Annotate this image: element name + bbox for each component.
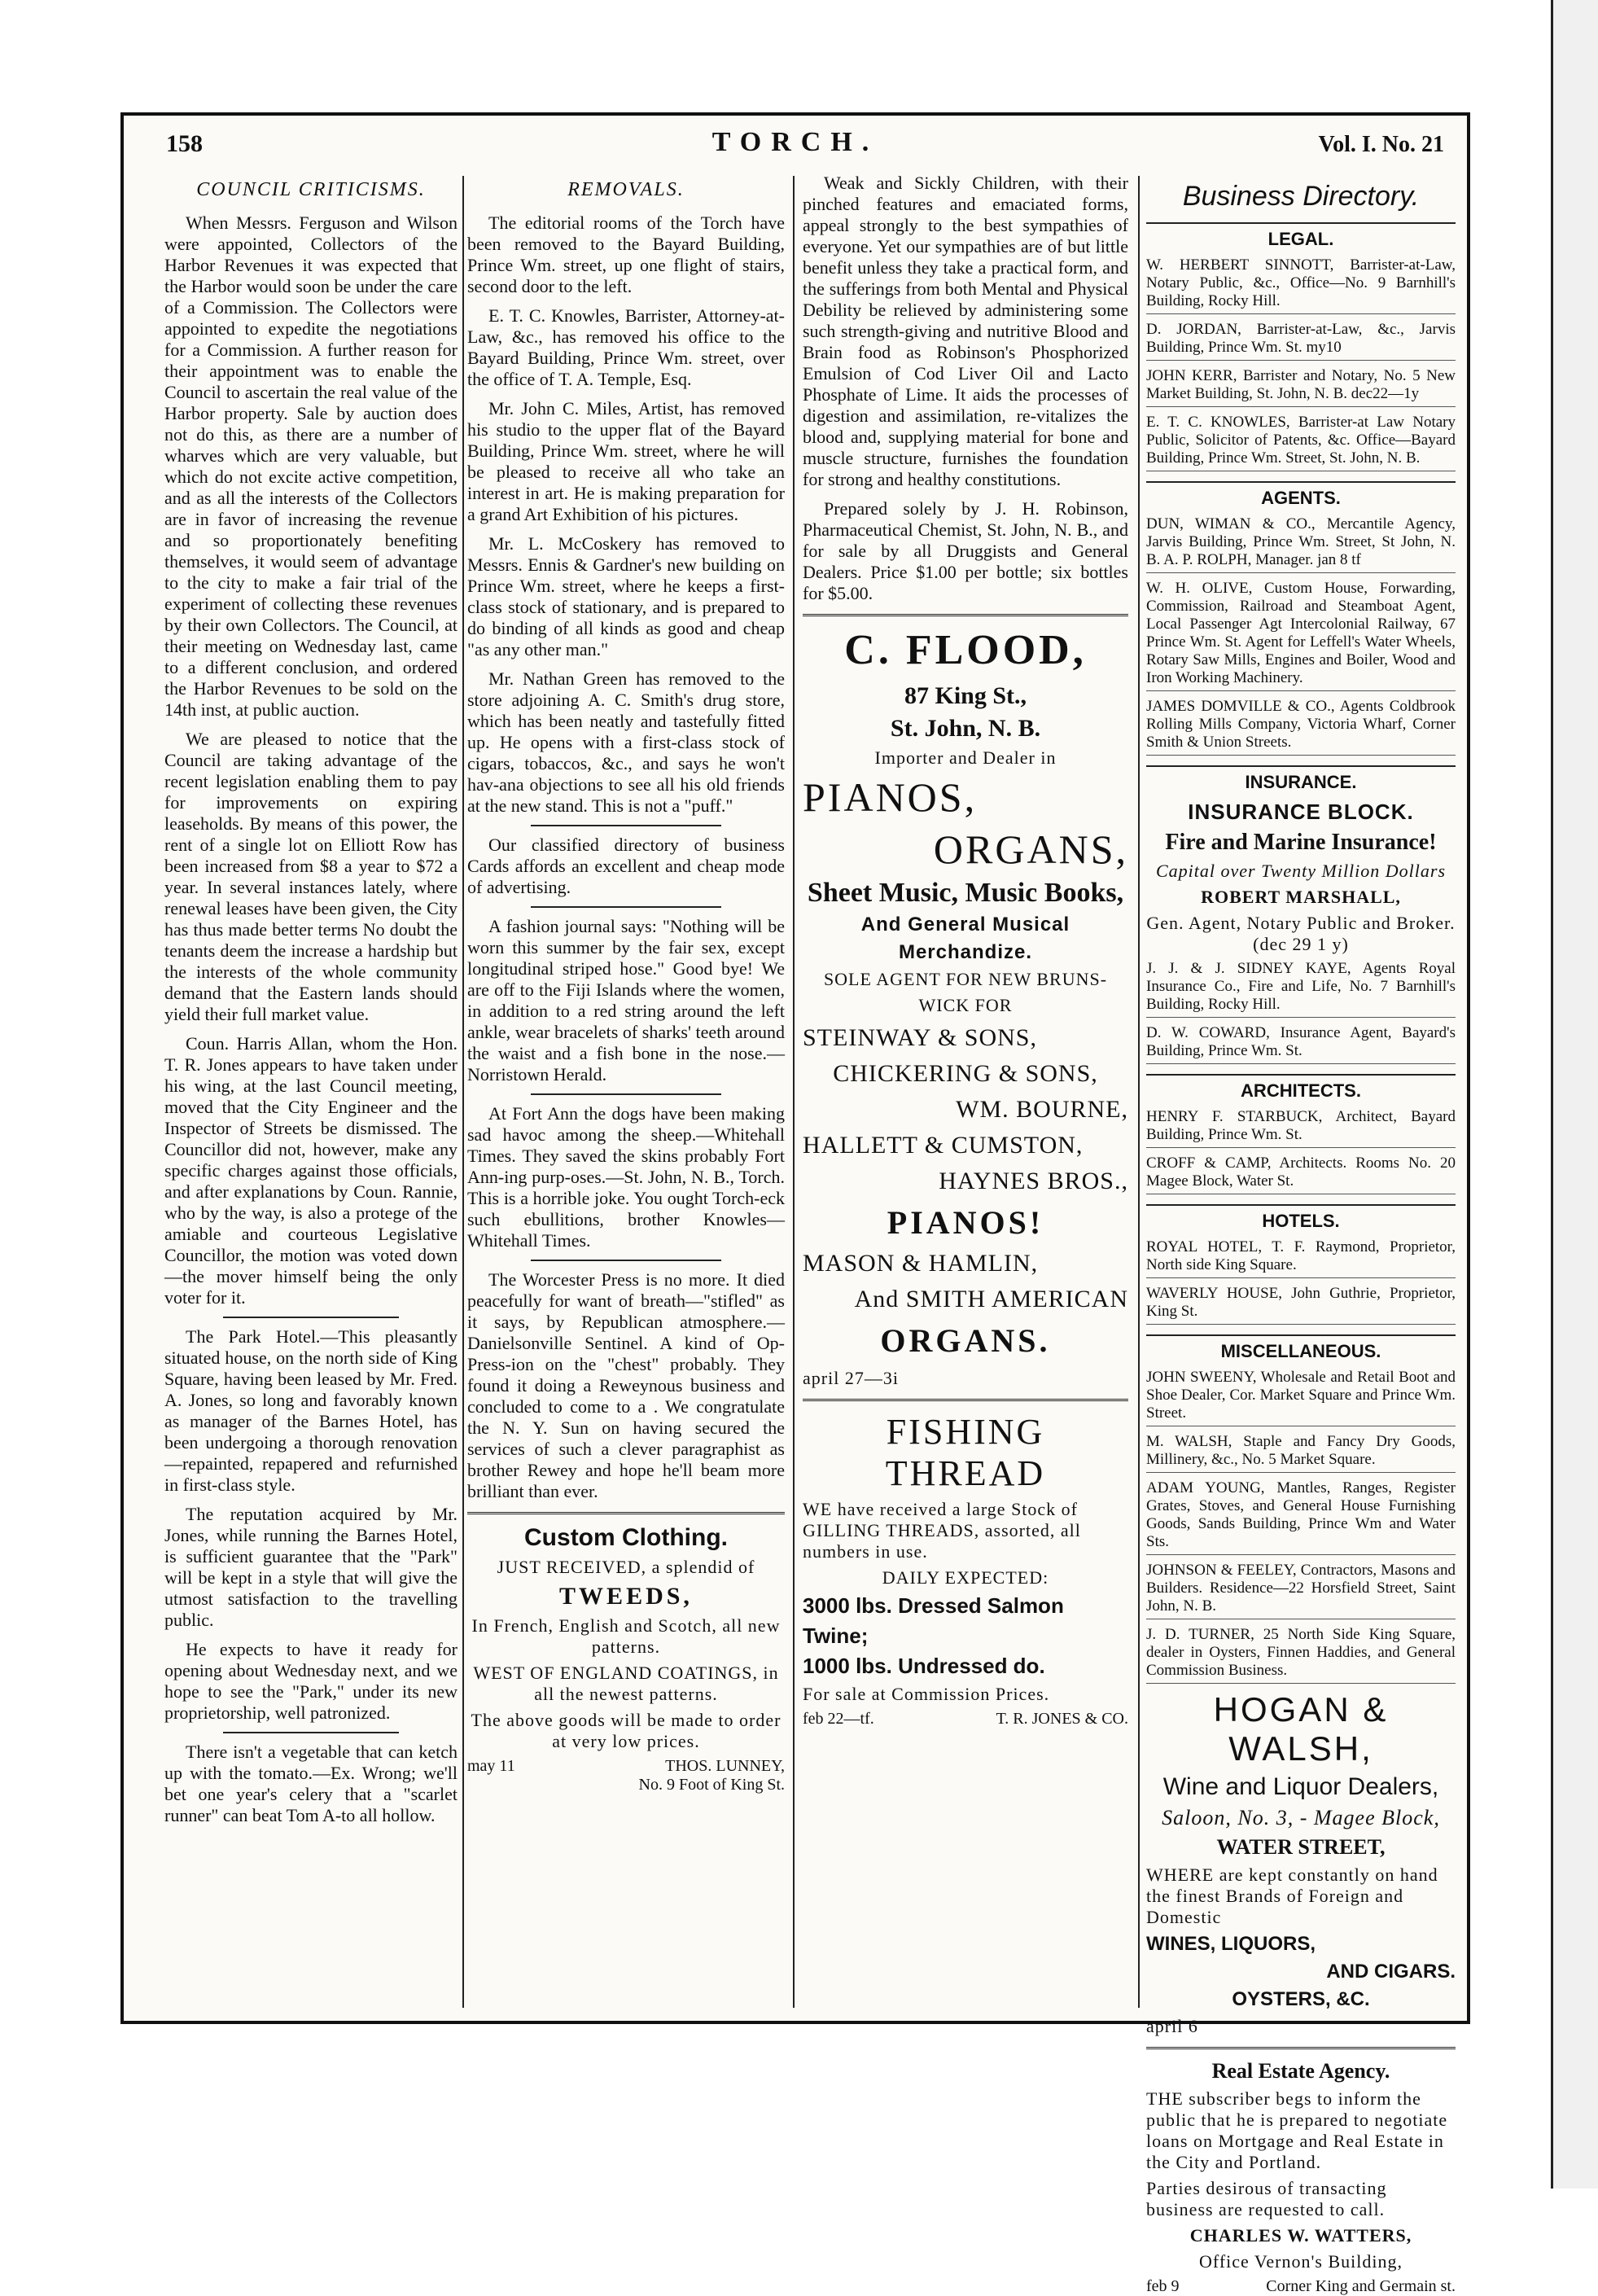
ad-signer: THOS. LUNNEY, [665, 1757, 785, 1775]
ad-line: SOLE AGENT FOR NEW BRUNS- [823, 969, 1108, 989]
ad-line: AND CIGARS. [1326, 1961, 1456, 1983]
ad-line: WICK FOR [918, 995, 1013, 1015]
column-business-directory [1146, 173, 1456, 2295]
article-paragraph: At Fort Ann the dogs have been making sad havoc among the sheep.—Whitehall Times. They saved the skins probably Fort Ann-ing purp-oses.—St. John, N. B., Torch. This is a horrible joke. You ought Torch-eck such ebullitions, brother Knowles—Whitehall Times. [467, 1103, 785, 1251]
directory-entry: D. JORDAN, Barrister-at-Law, &c., Jarvis Building, Prince Wm. St. my10 [1146, 321, 1456, 361]
ad-line: Wine and Liquor Dealers, [1162, 1773, 1439, 1800]
ad-line: THE subscriber begs to inform the public that he is prepared to negotiate loans on Mortgage and Real Estate in the City and Portland. [1146, 2088, 1448, 2172]
article-paragraph: When Messrs. Ferguson and Wilson were appointed, Collectors of the Harbor Revenues it was expected that the Harbor would soon be under the care of a Commission. The Collectors were appointed to expedite the negotiations for a Commission. A further reason for their appointment was to enable the Council to ascertain the real value of the Harbor property. Sale by auction does not do this, as there are a number of wharves which are very valuable, but which do not excite active competition, and as all the interests of the Collectors are in favor of increasing the revenue and so proportionately benefiting themselves, it would seem of advantage to the city to make a fair trial of the experiment of collecting these revenues by their own Collectors. The Council, at their meeting on Wednesday last, came to a different conclusion, and ordered the Harbor Revenues to be sold on the 14th inst, at public auction. [164, 213, 458, 720]
ad-line: Merchandize. [898, 941, 1033, 963]
ad-line: Capital over Twenty Million Dollars [1155, 861, 1447, 881]
scan-edge [1551, 0, 1598, 2189]
ad-line: JUST RECEIVED, a splendid of [497, 1557, 755, 1577]
ad-line: Corner King and Germain st. [1266, 2277, 1456, 2295]
directory-category: ARCHITECTS. [1146, 1074, 1456, 1102]
fishing-thread-ad [803, 1411, 1128, 1729]
directory-category: MISCELLANEOUS. [1146, 1334, 1456, 1362]
directory-title: Business Directory. [1182, 181, 1420, 212]
directory-entry: W. HERBERT SINNOTT, Barrister-at-Law, Notary Public, &c., Office—No. 9 Barnhill's Building, Rocky Hill. [1146, 256, 1456, 314]
ad-address: No. 9 Foot of King St. [638, 1776, 785, 1794]
article-paragraph: Mr. Nathan Green has removed to the store adjoining A. C. Smith's drug store, which has been neatly and tastefully fitted up. He opens with a first-class stock of cigars, tobaccos, &c., and says he won't hav-ana objections to see all his old friends at the new stand. This is not a "puff." [467, 668, 785, 816]
ad-date: feb 22—tf. [803, 1710, 874, 1728]
ad-organs: ORGANS. [880, 1322, 1051, 1359]
ad-title: FISHING THREAD [885, 1412, 1046, 1493]
divider [223, 1732, 399, 1733]
directory-entry: JOHN SWEENY, Wholesale and Retail Boot and Shoe Dealer, Cor. Market Square and Prince Wm. Street. [1146, 1369, 1456, 1426]
article-title: COUNCIL CRITICISMS. [196, 179, 426, 200]
divider [531, 825, 721, 826]
ad-line: And General Musical [860, 914, 1070, 935]
ad-title: INSURANCE BLOCK. [1188, 800, 1414, 824]
article-paragraph: There isn't a vegetable that can ketch up with the tomato.—Ex. Wrong; we'll bet one year's celery that a "scarlet runner" can beat Tom A-to all hollow. [164, 1742, 458, 1825]
divider [531, 906, 721, 908]
directory-entry: J. D. TURNER, 25 North Side King Square, dealer in Oysters, Finnen Haddies, and General Commission Business. [1146, 1626, 1456, 1684]
ad-line: OYSTERS, &C. [1232, 1988, 1370, 2010]
directory-entry: E. T. C. KNOWLES, Barrister-at Law Notary Public, Solicitor of Patents, &c. Office—Bayard Building, Prince Wm. Street, St. John, N. B. [1146, 414, 1456, 471]
ad-name: C. FLOOD, [844, 627, 1087, 673]
directory-entry: JOHN KERR, Barrister and Notary, No. 5 New Market Building, St. John, N. B. dec22—1y [1146, 367, 1456, 407]
volume-number: Vol. I. No. 21 [1318, 132, 1444, 157]
article-paragraph: Coun. Harris Allan, whom the Hon. T. R. Jones appears to have taken under his wing, at the last Council meeting, moved that the City Engineer and the Inspector of Streets be dismissed. The Councillor did not, however, make any specific charges against those officials, and after explanations by Coun. Rannie, who by the way, is also a protege of the amiable and courteous Legislative Councillor, the motion was voted down—the mover himself being the only voter for it. [164, 1033, 458, 1308]
ad-line: WE have received a large Stock of GILLING THREADS, assorted, all numbers in use. [803, 1499, 1081, 1562]
insurance-block [1146, 800, 1456, 955]
directory-entry: W. H. OLIVE, Custom House, Forwarding, Commission, Railroad and Steamboat Agent, Local Passenger Agt Intercolonial Railway, 67 Prince Wm. St. Agent for Leffell's Water Wheels, Rotary Saw Mills, Engines and Boiler, Wood and Iron Working Machinery. [1146, 580, 1456, 691]
ad-item: 1000 lbs. Undressed do. [803, 1654, 1045, 1678]
ad-item: 3000 lbs. Dressed Salmon [803, 1593, 1064, 1618]
ad-maker: And SMITH AMERICAN [854, 1286, 1128, 1312]
ad-date: april 27—3i [803, 1368, 899, 1388]
ad-signer: T. R. JONES & CO. [996, 1710, 1128, 1728]
hogan-walsh-ad [1146, 1690, 1456, 2037]
ad-line: WHERE are kept constantly on hand the finest Brands of Foreign and Domestic [1146, 1864, 1438, 1927]
flood-piano-ad [803, 626, 1128, 1389]
real-estate-ad [1146, 2059, 1456, 2296]
ad-address: St. John, N. B. [890, 715, 1041, 742]
ad-line: Fire and Marine Insurance! [1165, 830, 1437, 855]
divider [531, 1260, 721, 1261]
directory-entry: WAVERLY HOUSE, John Guthrie, Proprietor, King St. [1146, 1285, 1456, 1325]
page-number: 158 [166, 130, 203, 157]
page-header [124, 116, 1467, 174]
directory-category: INSURANCE. [1146, 765, 1456, 793]
ad-sheet-music: Sheet Music, Music Books, [807, 878, 1124, 908]
article-paragraph: E. T. C. Knowles, Barrister, Attorney-at-Law, &c., has removed his office to the Bayard Building, Prince Wm. street, over the office of T. A. Temple, Esq. [467, 305, 785, 389]
ad-maker: HAYNES BROS., [939, 1168, 1128, 1194]
custom-clothing-ad [467, 1524, 785, 1794]
ad-maker: WM. BOURNE, [956, 1096, 1128, 1123]
divider [1146, 2047, 1456, 2049]
ad-date: may 11 [467, 1757, 515, 1775]
ad-line: WINES, LIQUORS, [1146, 1933, 1316, 1955]
column-council-criticisms [164, 173, 458, 2013]
ad-maker: MASON & HAMLIN, [803, 1250, 1039, 1277]
ad-line: DAILY EXPECTED: [882, 1567, 1049, 1588]
ad-line: Office Vernon's Building, [1199, 2251, 1403, 2272]
ad-organs: ORGANS, [933, 826, 1128, 872]
ad-item: Twine; [803, 1623, 869, 1648]
column-removals [467, 173, 785, 2013]
ad-line: ROBERT MARSHALL, [1201, 887, 1401, 907]
ad-name: HOGAN & WALSH, [1213, 1690, 1389, 1768]
ad-line: Parties desirous of transacting business are requested to call. [1146, 2178, 1387, 2219]
ad-title: Custom Clothing. [524, 1524, 728, 1551]
ad-line: WATER STREET, [1216, 1835, 1386, 1859]
divider [467, 1512, 785, 1514]
ad-line: TWEEDS, [559, 1583, 693, 1610]
ad-maker: HALLETT & CUMSTON, [803, 1132, 1084, 1159]
directory-entry: ADAM YOUNG, Mantles, Ranges, Register Grates, Stoves, and General House Furnishing Goods, Sands Building, Prince Wm and Water Sts. [1146, 1479, 1456, 1555]
directory-entry: JAMES DOMVILLE & CO., Agents Coldbrook Rolling Mills Company, Victoria Wharf, Corner Smith & Union Streets. [1146, 698, 1456, 756]
directory-entry: CROFF & CAMP, Architects. Rooms No. 20 Magee Block, Water St. [1146, 1155, 1456, 1194]
ad-line: Gen. Agent, Notary Public and Broker. (dec 29 1 y) [1146, 913, 1456, 954]
ad-signer: CHARLES W. WATTERS, [1189, 2225, 1412, 2246]
article-paragraph: We are pleased to notice that the Council are taking advantage of the recent legislation enabling them to pay for improvements on expiring leaseholds. By means of this power, the rent of a single lot on Elliott Row has been increased from $8 a year to $72 a year. In several instances lately, where renewal leases have been given, the City has thus made better terms No doubt the tenants deem the increase a hardship but the interests of the whole community demand that the Eastern lands should yield their full market value. [164, 729, 458, 1024]
column-rule [462, 176, 464, 2008]
ad-line: Importer and Dealer in [874, 747, 1057, 768]
directory-category: HOTELS. [1146, 1204, 1456, 1232]
article-paragraph: Prepared solely by J. H. Robinson, Pharmaceutical Chemist, St. John, N. B., and for sale by all Druggists and General Dealers. Price $1.00 per bottle; six bottles for $5.00. [803, 498, 1128, 603]
ad-date: feb 9 [1146, 2277, 1180, 2295]
article-paragraph: The Park Hotel.—This pleasantly situated house, on the north side of King Square, having been leased by Mr. Fred. A. Jones, so long and favorably known as manager of the Barnes Hotel, has been undergoing a thorough renovation—repainted, repapered and refurnished in first-class style. [164, 1326, 458, 1495]
ad-pianos: PIANOS! [887, 1204, 1044, 1241]
article-paragraph: Mr. L. McCoskery has removed to Messrs. Ennis & Gardner's new building on Prince Wm. street, where he keeps a first-class stock of stationary, and is prepared to do binding of all kinds as good and cheap "as any other man." [467, 533, 785, 659]
column-rule [793, 176, 795, 2008]
directory-entry: HENRY F. STARBUCK, Architect, Bayard Building, Prince Wm. St. [1146, 1108, 1456, 1148]
directory-entry: M. WALSH, Staple and Fancy Dry Goods, Millinery, &c., No. 5 Market Square. [1146, 1433, 1456, 1473]
article-paragraph: Our classified directory of business Cards affords an excellent and cheap mode of advertising. [467, 835, 785, 897]
ad-title: Real Estate Agency. [1211, 2059, 1390, 2083]
article-paragraph: The reputation acquired by Mr. Jones, while running the Barnes Hotel, is sufficient guarantee that the "Park" will be kept in a style that will give the utmost satisfaction to the travelling public. [164, 1504, 458, 1630]
newspaper-page [120, 112, 1470, 2295]
article-paragraph: He expects to have it ready for opening about Wednesday next, and we hope to see the "Park," under its new proprietorship, well patronized. [164, 1639, 458, 1723]
divider [803, 1399, 1128, 1401]
ad-line: For sale at Commission Prices. [803, 1684, 1050, 1704]
directory-entry: D. W. COWARD, Insurance Agent, Bayard's Building, Prince Wm. St. [1146, 1024, 1456, 1064]
ad-line: WEST OF ENGLAND COATINGS, in all the newest patterns. [473, 1663, 779, 1704]
divider [803, 614, 1128, 616]
article-paragraph: Weak and Sickly Children, with their pinched features and emaciated forms, appeal strongly to the best sympathies of everyone. Yet our sympathies are of but little benefit unless they take a practical form, and the sufferings from both Mental and Physical Debility be relieved by administering some such strength-giving and nutritive Blood and Brain food as Robinson's Phosphorized Emulsion of Cod Liver Oil and Lacto Phosphate of Lime. It aids the processes of digestion and assimilation, re-vitalizes the blood and, supplying material for bone and muscle structure, furnishes the foundation for strong and healthy constitutions. [803, 173, 1128, 489]
ad-pianos: PIANOS, [803, 774, 978, 820]
ad-address: 87 King St., [904, 682, 1027, 709]
directory-entry: ROYAL HOTEL, T. F. Raymond, Proprietor, North side King Square. [1146, 1238, 1456, 1278]
masthead: TORCH. [711, 127, 879, 157]
ad-maker: CHICKERING & SONS, [833, 1060, 1098, 1087]
directory-entry: DUN, WIMAN & CO., Mercantile Agency, Jarvis Building, Prince Wm. Street, St John, N. B. A. P. ROLPH, Manager. jan 8 tf [1146, 515, 1456, 573]
ad-line: In French, English and Scotch, all new patterns. [471, 1615, 781, 1657]
ad-date: april 6 [1146, 2016, 1198, 2036]
divider [223, 1317, 399, 1318]
article-paragraph: The Worcester Press is no more. It died peacefully for want of breath—"stifled" as it says, by Republican atmosphere.—Danielsonville Sentinel. A kind of Op-Press-ion on the "chest" probably. They found it doing a Reweynous business and concluded to come to a . We congratulate the N. Y. Sun on having secured the services of such a clever paragraphist as brother Rewey and hope he'll beam more brilliant than ever. [467, 1269, 785, 1501]
article-title: REMOVALS. [567, 179, 685, 200]
article-paragraph: The editorial rooms of the Torch have been removed to the Bayard Building, Prince Wm. street, up one flight of stairs, second door to the left. [467, 213, 785, 296]
directory-entry: J. J. & J. SIDNEY KAYE, Agents Royal Insurance Co., Fire and Life, No. 7 Barnhill's Building, Rocky Hill. [1146, 960, 1456, 1018]
article-paragraph: Mr. John C. Miles, Artist, has removed his studio to the upper flat of the Bayard Building, Prince Wm. street, where he will be pleased to receive all who take an interest in art. He is making preparation for a grand Art Exhibition of his pictures. [467, 398, 785, 524]
column-advertisements [803, 173, 1128, 2013]
directory-category: LEGAL. [1146, 222, 1456, 250]
ad-maker: STEINWAY & SONS, [803, 1024, 1037, 1051]
directory-category: AGENTS. [1146, 481, 1456, 509]
ad-line: The above goods will be made to order at very low prices. [471, 1710, 781, 1751]
article-paragraph: A fashion journal says: "Nothing will be worn this summer by the fair sex, except longitudinal striped hose." Good bye! We are off to the Fiji Islands where the women, in addition to a red string around the left ankle, wear bracelets of sharks' teeth around the waist and a fish bone in the nose.—Norristown Herald. [467, 916, 785, 1084]
directory-entry: JOHNSON & FEELEY, Contractors, Masons and Builders. Residence—22 Horsfield Street, Saint John, N. B. [1146, 1562, 1456, 1619]
ad-line: Saloon, No. 3, - Magee Block, [1162, 1806, 1440, 1829]
divider [531, 1093, 721, 1095]
column-rule [1138, 176, 1140, 2008]
